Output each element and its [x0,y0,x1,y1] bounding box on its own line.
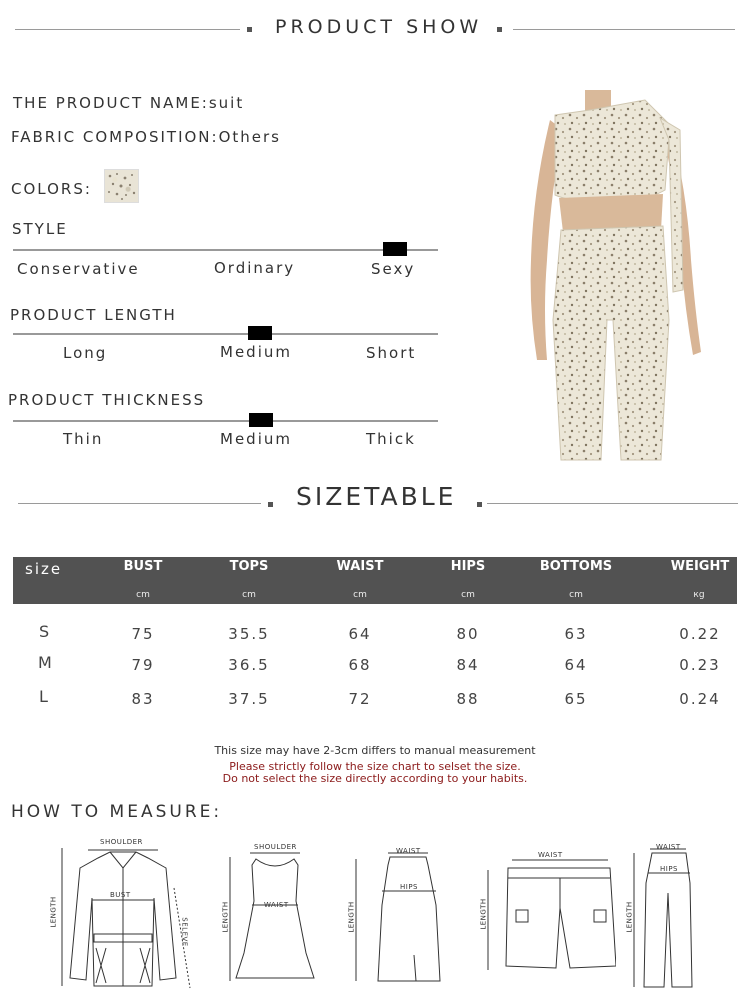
cell-m-bottoms: 64 [564,656,588,674]
thickness-option-thick: Thick [366,430,416,448]
product-name-label: THE PRODUCT NAME: [13,94,209,112]
col-header-tops: TOPS [229,559,269,574]
shorts-waist-label: WAIST [538,851,563,859]
note-measurement: This size may have 2-3cm differs to manual measurement [214,744,536,757]
cell-l-bottoms: 65 [564,690,588,708]
cell-m-bust: 79 [131,656,155,674]
skirt-icon [344,845,444,990]
sizetable-title: SIZETABLE [296,482,457,511]
cell-m-hips: 84 [456,656,480,674]
cell-s-bust: 75 [131,625,155,643]
color-swatch[interactable] [104,169,139,203]
skirt-length-label: LENGTH [347,901,356,933]
sizetable-square-right [477,502,482,507]
note-do-not-select: Do not select the size directly according to your habits. [222,772,528,785]
length-scale-line [13,333,438,335]
dress-waist-label: WAIST [264,901,289,909]
length-option-long: Long [63,344,108,362]
jacket-icon [48,838,198,993]
col-header-hips: HIPS [450,559,486,574]
thickness-scale-line [13,420,438,422]
col-header-weight: WEIGHT [670,559,730,574]
leopard-pattern-icon [105,170,138,202]
style-option-sexy: Sexy [371,260,416,278]
fabric-row [11,128,281,146]
cell-l-tops: 37.5 [228,690,270,708]
cell-s-hips: 80 [456,625,480,643]
length-selected-marker [248,326,272,340]
cell-m-weight: 0.23 [679,656,721,674]
jacket-bust-label: BUST [110,891,131,899]
cell-s-tops: 35.5 [228,625,270,643]
size-column-header: size [25,560,63,578]
style-title: STYLE [12,220,68,238]
col-unit-bottoms: cm [569,590,583,600]
thickness-option-thin: Thin [63,430,104,448]
style-scale-line [13,249,438,251]
sizetable-line-left [18,503,261,504]
col-unit-weight: кg [693,590,705,600]
thickness-selected-marker [249,413,273,427]
thickness-option-medium: Medium [220,430,292,448]
sizetable-line-right [487,503,738,504]
how-to-measure-title: HOW TO MEASURE: [11,802,223,822]
product-name-row [13,94,244,112]
pants-length-label: LENGTH [625,901,634,933]
header-line-left [15,29,240,30]
style-option-ordinary: Ordinary [214,259,296,277]
pants-measure-diagram [620,843,710,993]
cell-m-waist: 68 [348,656,372,674]
col-unit-tops: cm [242,590,256,600]
header-square-right [497,27,502,32]
shorts-icon [476,848,616,976]
cell-s-bottoms: 63 [564,625,588,643]
row-size-l: L [39,687,48,706]
jacket-sleeve-label: SELEVE [180,917,189,947]
col-header-bust: BUST [123,559,163,574]
fabric-label: FABRIC COMPOSITION: [11,128,219,146]
length-option-short: Short [366,344,417,362]
pants-waist-label: WAIST [656,843,681,851]
skirt-measure-diagram [344,845,444,990]
thickness-title: PRODUCT THICKNESS [8,391,206,409]
jacket-length-label: LENGTH [49,896,58,928]
col-unit-waist: cm [353,590,367,600]
style-selected-marker [383,242,407,256]
cell-s-waist: 64 [348,625,372,643]
fabric-value: Others [218,128,281,146]
length-option-medium: Medium [220,343,292,361]
dress-length-label: LENGTH [221,901,230,933]
sizetable-square-left [268,502,273,507]
skirt-hips-label: HIPS [400,883,418,891]
note-follow-chart: Please strictly follow the size chart to selset the size. [229,760,521,773]
jacket-measure-diagram [48,838,198,993]
cell-l-hips: 88 [456,690,480,708]
product-show-title: PRODUCT SHOW [275,16,483,38]
shorts-measure-diagram [476,848,616,976]
product-name-value: suit [208,94,245,112]
colors-label: COLORS: [11,180,92,198]
col-unit-hips: cm [461,590,475,600]
row-size-s: S [39,622,50,641]
row-size-m: M [38,653,52,672]
col-header-waist: WAIST [336,559,384,574]
jacket-shoulder-label: SHOULDER [100,838,143,846]
dress-icon [218,843,318,988]
col-unit-bust: cm [136,590,150,600]
col-header-bottoms: BOTTOMS [539,559,613,574]
cell-l-bust: 83 [131,690,155,708]
product-photo [455,70,745,470]
header-line-right [513,29,735,30]
pants-hips-label: HIPS [660,865,678,873]
cell-s-weight: 0.22 [679,625,721,643]
length-title: PRODUCT LENGTH [10,306,177,324]
cell-l-waist: 72 [348,690,372,708]
dress-shoulder-label: SHOULDER [254,843,297,851]
cell-m-tops: 36.5 [228,656,270,674]
header-square-left [247,27,252,32]
style-option-conservative: Conservative [17,260,140,278]
shorts-length-label: LENGTH [479,898,488,930]
cell-l-weight: 0.24 [679,690,721,708]
dress-measure-diagram [218,843,318,988]
skirt-waist-label: WAIST [396,847,421,855]
